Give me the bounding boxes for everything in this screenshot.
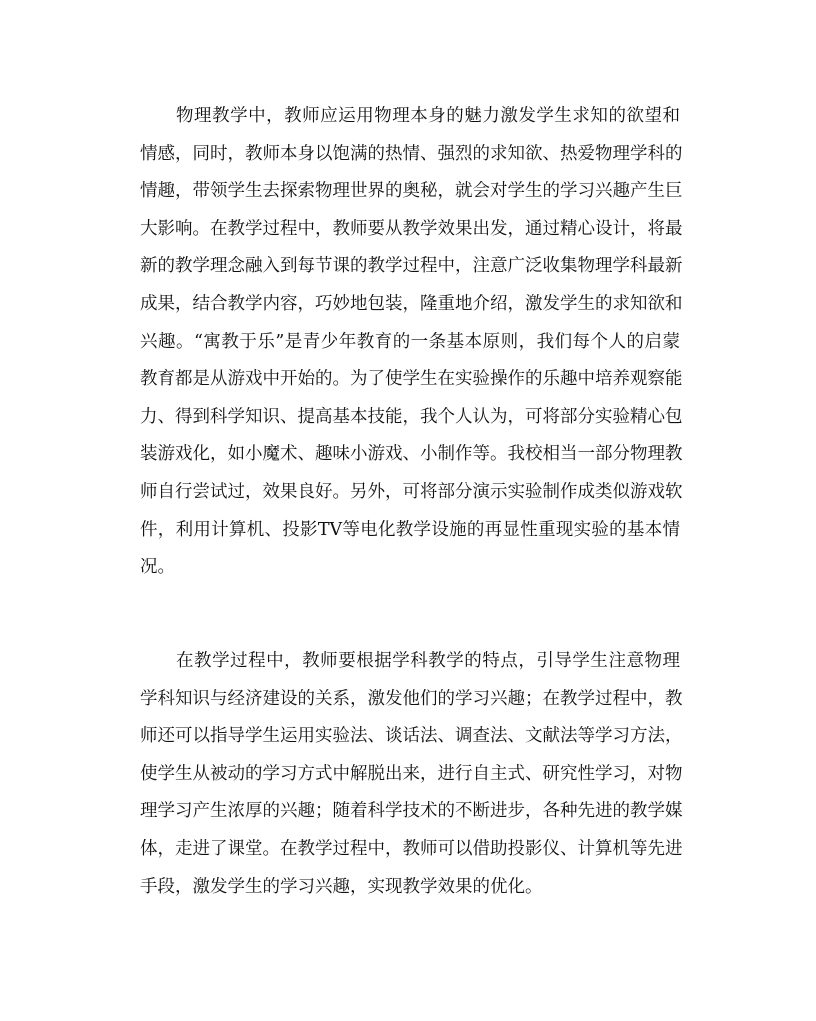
paragraph-line: 大影响。在教学过程中，教师要从教学效果出发，通过精心设计，将最 [140, 218, 683, 239]
paragraph-line: 物理教学中，教师应运用物理本身的魅力激发学生求知的欲望和 [140, 106, 680, 126]
paragraph-line: 情趣，带领学生去探索物理世界的奥秘，就会对学生的学习兴趣产生巨 [140, 181, 683, 202]
paragraph-line: 体，走进了课堂。在教学过程中，教师可以借助投影仪、计算机等先进 [140, 838, 683, 859]
paragraph-2 [140, 643, 683, 906]
paragraph-line: 新的教学理念融入到每节课的教学过程中，注意广泛收集物理学科最新 [140, 256, 683, 277]
paragraph-line: 装游戏化，如小魔术、趣味小游戏、小制作等。我校相当一部分物理教 [140, 444, 683, 465]
paragraph-line: 教育都是从游戏中开始的。为了使学生在实验操作的乐趣中培养观察能 [140, 369, 683, 390]
paragraph-line: 师还可以指导学生运用实验法、谈话法、调查法、文献法等学习方法， [140, 726, 683, 747]
paragraph-line: 力、得到科学知识、提高基本技能，我个人认为，可将部分实验精心包 [140, 406, 683, 427]
paragraph-line: 件，利用计算机、投影TV等电化教学设施的再显性重现实验的基本情 [140, 519, 680, 540]
paragraph-line: 成果，结合教学内容，巧妙地包装，隆重地介绍，激发学生的求知欲和 [140, 293, 683, 314]
paragraph-line: 学科知识与经济建设的关系，激发他们的学习兴趣；在教学过程中，教 [140, 688, 683, 709]
paragraph-line: 手段，激发学生的学习兴趣，实现教学效果的优化。 [140, 876, 543, 897]
paragraph-line: 情感，同时，教师本身以饱满的热情、强烈的求知欲、热爱物理学科的 [140, 143, 683, 164]
paragraph-line: 师自行尝试过，效果良好。另外，可将部分演示实验制作成类似游戏软 [140, 481, 683, 502]
paragraph-line: 在教学过程中，教师要根据学科教学的特点，引导学生注意物理 [140, 651, 680, 671]
paragraph-line: 兴趣。“寓教于乐”是青少年教育的一条基本原则，我们每个人的启蒙 [140, 331, 680, 352]
paragraph-1 [140, 98, 683, 587]
paragraph-line: 使学生从被动的学习方式中解脱出来，进行自主式、研究性学习，对物 [140, 763, 683, 784]
paragraph-line: 理学习产生浓厚的兴趣；随着科学技术的不断进步，各种先进的教学媒 [140, 801, 683, 822]
paragraph-line: 况。 [140, 557, 175, 578]
